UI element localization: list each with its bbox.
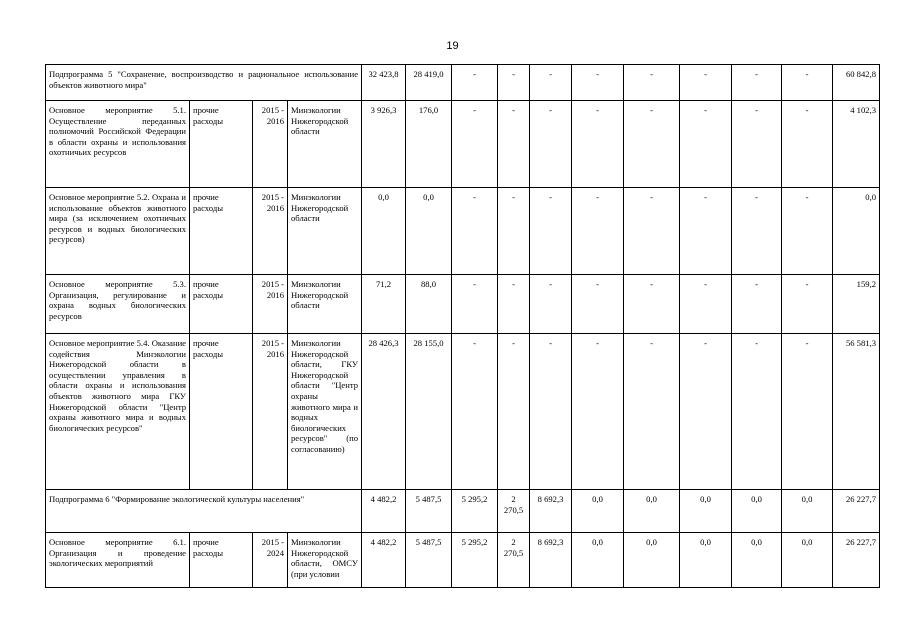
value-cell: 0,0 [782, 490, 833, 533]
period: 2015 - 2016 [253, 188, 288, 275]
total-cell: 26 227,7 [833, 490, 880, 533]
value-cell: - [498, 188, 530, 275]
executor: Минэкологии Нижегородской области [288, 275, 362, 334]
value-cell: 0,0 [406, 188, 452, 275]
total-cell: 4 102,3 [833, 101, 880, 188]
value-cell: - [530, 275, 572, 334]
table-row [46, 101, 880, 188]
value-cell: - [624, 275, 680, 334]
value-cell: - [530, 101, 572, 188]
value-cell: 2 270,5 [498, 533, 530, 588]
expense-type: прочие расходы [190, 533, 253, 588]
table-row [46, 490, 880, 533]
value-cell: - [732, 65, 782, 101]
value-cell: 28 419,0 [406, 65, 452, 101]
total-cell: 159,2 [833, 275, 880, 334]
value-cell: - [498, 275, 530, 334]
value-cell: - [572, 275, 624, 334]
expense-type: прочие расходы [190, 275, 253, 334]
value-cell: 0,0 [624, 533, 680, 588]
executor: Минэкологии Нижегородской области, ОМСУ (при условии [288, 533, 362, 588]
value-cell: 0,0 [624, 490, 680, 533]
value-cell: - [624, 334, 680, 490]
value-cell: 3 926,3 [362, 101, 406, 188]
expense-type: прочие расходы [190, 334, 253, 490]
budget-table [45, 64, 880, 588]
value-cell: - [498, 65, 530, 101]
value-cell: - [680, 188, 732, 275]
value-cell: - [680, 101, 732, 188]
value-cell: 5 487,5 [406, 490, 452, 533]
value-cell: 88,0 [406, 275, 452, 334]
total-cell: 0,0 [833, 188, 880, 275]
value-cell: 0,0 [732, 533, 782, 588]
value-cell: 0,0 [680, 490, 732, 533]
executor: Минэкологии Нижегородской области [288, 188, 362, 275]
value-cell: 176,0 [406, 101, 452, 188]
value-cell: - [498, 101, 530, 188]
value-cell: 0,0 [572, 533, 624, 588]
value-cell: 28 155,0 [406, 334, 452, 490]
executor: Минэкологии Нижегородской области, ГКУ Нижегородской области "Центр охраны животного мира и водных биологических ресурсов" (по согласованию) [288, 334, 362, 490]
value-cell: 0,0 [362, 188, 406, 275]
value-cell: 0,0 [782, 533, 833, 588]
table-row [46, 275, 880, 334]
period: 2015 - 2016 [253, 275, 288, 334]
expense-type: прочие расходы [190, 188, 253, 275]
value-cell: 71,2 [362, 275, 406, 334]
value-cell: - [624, 188, 680, 275]
value-cell: 4 482,2 [362, 533, 406, 588]
value-cell: 5 487,5 [406, 533, 452, 588]
value-cell: - [782, 275, 833, 334]
table-row [46, 188, 880, 275]
value-cell: 0,0 [680, 533, 732, 588]
value-cell: - [452, 101, 498, 188]
value-cell: - [732, 188, 782, 275]
value-cell: 5 295,2 [452, 490, 498, 533]
value-cell: - [572, 65, 624, 101]
table-row [46, 533, 880, 588]
value-cell: - [680, 334, 732, 490]
value-cell: 8 692,3 [530, 490, 572, 533]
table-row [46, 65, 880, 101]
value-cell: - [572, 334, 624, 490]
period: 2015 - 2016 [253, 334, 288, 490]
total-cell: 26 227,7 [833, 533, 880, 588]
period: 2015 - 2024 [253, 533, 288, 588]
value-cell: - [782, 101, 833, 188]
value-cell: - [782, 334, 833, 490]
value-cell: 0,0 [732, 490, 782, 533]
value-cell: 28 426,3 [362, 334, 406, 490]
row-name: Подпрограмма 5 "Сохранение, воспроизводство и рациональное использование объектов животного мира" [46, 65, 362, 101]
total-cell: 60 842,8 [833, 65, 880, 101]
row-name: Основное мероприятие 6.1. Организация и проведение экологических мероприятий [46, 533, 190, 588]
value-cell: - [732, 275, 782, 334]
value-cell: 8 692,3 [530, 533, 572, 588]
value-cell: - [732, 101, 782, 188]
row-name: Подпрограмма 6 "Формирование экологической культуры населения" [46, 490, 362, 533]
value-cell: 32 423,8 [362, 65, 406, 101]
period: 2015 - 2016 [253, 101, 288, 188]
row-name: Основное мероприятие 5.4. Оказание содействия Минэкологии Нижегородской области в осуществлении управления в области охраны и использования объектов животного мира ГКУ Нижегородской области "Центр охраны животного мира и водных биологических ресурсов" [46, 334, 190, 490]
table-row [46, 334, 880, 490]
executor: Минэкологии Нижегородской области [288, 101, 362, 188]
value-cell: 2 270,5 [498, 490, 530, 533]
value-cell: 0,0 [572, 490, 624, 533]
row-name: Основное мероприятие 5.2. Охрана и использование объектов животного мира (за исключением охотничьих ресурсов и водных биологических ресурсов) [46, 188, 190, 275]
total-cell: 56 581,3 [833, 334, 880, 490]
value-cell: - [498, 334, 530, 490]
row-name: Основное мероприятие 5.3. Организация, регулирование и охрана водных биологических ресурсов [46, 275, 190, 334]
value-cell: - [624, 65, 680, 101]
value-cell: - [680, 65, 732, 101]
expense-type: прочие расходы [190, 101, 253, 188]
value-cell: 4 482,2 [362, 490, 406, 533]
value-cell: - [624, 101, 680, 188]
value-cell: 5 295,2 [452, 533, 498, 588]
value-cell: - [680, 275, 732, 334]
value-cell: - [530, 334, 572, 490]
value-cell: - [530, 65, 572, 101]
value-cell: - [782, 188, 833, 275]
value-cell: - [452, 188, 498, 275]
value-cell: - [452, 334, 498, 490]
value-cell: - [530, 188, 572, 275]
value-cell: - [452, 65, 498, 101]
page-number: 19 [446, 40, 459, 52]
value-cell: - [572, 188, 624, 275]
value-cell: - [572, 101, 624, 188]
row-name: Основное мероприятие 5.1. Осуществление переданных полномочий Российской Федерации в области охраны и использования охотничьих ресурсов [46, 101, 190, 188]
value-cell: - [732, 334, 782, 490]
value-cell: - [782, 65, 833, 101]
value-cell: - [452, 275, 498, 334]
